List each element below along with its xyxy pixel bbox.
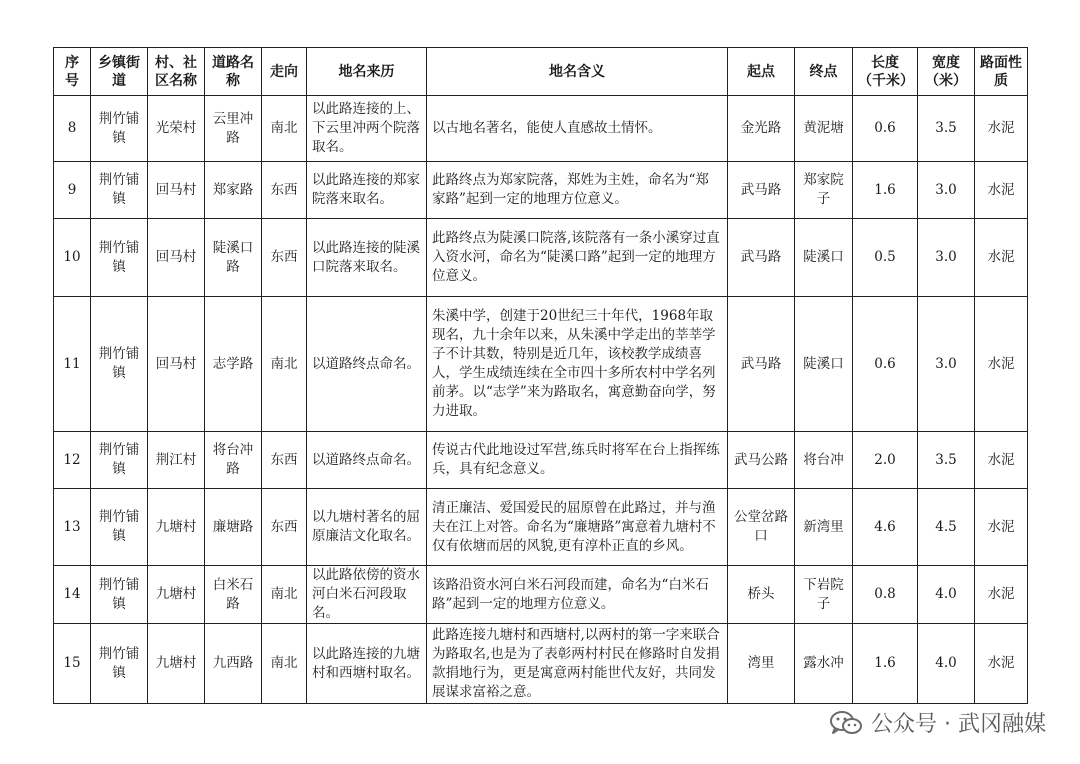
cell-end: 陡溪口 bbox=[795, 297, 853, 432]
cell-serial: 11 bbox=[54, 297, 91, 432]
cell-serial: 9 bbox=[54, 162, 91, 219]
header-serial: 序号 bbox=[54, 48, 91, 96]
cell-serial: 8 bbox=[54, 96, 91, 162]
cell-serial: 13 bbox=[54, 489, 91, 566]
cell-end: 黄泥塘 bbox=[795, 96, 853, 162]
cell-start: 桥头 bbox=[728, 566, 795, 624]
cell-meaning: 此路终点为郑家院落，郑姓为主姓，命名为“郑家路”起到一定的地理方位意义。 bbox=[427, 162, 728, 219]
cell-direction: 南北 bbox=[262, 297, 307, 432]
header-length: 长度（千米） bbox=[853, 48, 918, 96]
cell-road-name: 郑家路 bbox=[205, 162, 262, 219]
header-origin: 地名来历 bbox=[307, 48, 427, 96]
cell-village: 荆江村 bbox=[148, 432, 205, 489]
cell-length: 4.6 bbox=[853, 489, 918, 566]
cell-surface: 水泥 bbox=[975, 96, 1028, 162]
cell-end: 新湾里 bbox=[795, 489, 853, 566]
cell-width: 3.0 bbox=[918, 297, 975, 432]
cell-serial: 10 bbox=[54, 219, 91, 297]
header-end: 终点 bbox=[795, 48, 853, 96]
cell-length: 0.5 bbox=[853, 219, 918, 297]
cell-road-name: 九西路 bbox=[205, 624, 262, 704]
cell-start: 武马路 bbox=[728, 297, 795, 432]
cell-width: 3.5 bbox=[918, 432, 975, 489]
cell-origin: 以道路终点命名。 bbox=[307, 297, 427, 432]
cell-surface: 水泥 bbox=[975, 489, 1028, 566]
watermark-text: 公众号 · 武冈融媒 bbox=[871, 712, 1046, 737]
road-names-table bbox=[53, 47, 1028, 704]
table-row bbox=[54, 566, 1028, 624]
cell-length: 0.6 bbox=[853, 297, 918, 432]
table-row bbox=[54, 162, 1028, 219]
cell-road-name: 白米石路 bbox=[205, 566, 262, 624]
cell-surface: 水泥 bbox=[975, 566, 1028, 624]
cell-surface: 水泥 bbox=[975, 162, 1028, 219]
table-row bbox=[54, 489, 1028, 566]
cell-origin: 以此路连接的上、下云里冲两个院落取名。 bbox=[307, 96, 427, 162]
cell-direction: 南北 bbox=[262, 566, 307, 624]
header-town: 乡镇街道 bbox=[91, 48, 148, 96]
cell-end: 陡溪口 bbox=[795, 219, 853, 297]
cell-origin: 以此路依傍的资水河白米石河段取名。 bbox=[307, 566, 427, 624]
cell-town: 荆竹铺镇 bbox=[91, 96, 148, 162]
cell-surface: 水泥 bbox=[975, 624, 1028, 704]
cell-start: 武马路 bbox=[728, 162, 795, 219]
cell-width: 4.0 bbox=[918, 624, 975, 704]
cell-width: 3.0 bbox=[918, 219, 975, 297]
cell-start: 金光路 bbox=[728, 96, 795, 162]
cell-start: 武马公路 bbox=[728, 432, 795, 489]
cell-serial: 14 bbox=[54, 566, 91, 624]
cell-road-name: 陡溪口路 bbox=[205, 219, 262, 297]
cell-meaning: 以古地名著名，能使人直感故土情怀。 bbox=[427, 96, 728, 162]
cell-road-name: 将台冲路 bbox=[205, 432, 262, 489]
cell-village: 回马村 bbox=[148, 219, 205, 297]
cell-width: 4.0 bbox=[918, 566, 975, 624]
cell-length: 2.0 bbox=[853, 432, 918, 489]
cell-origin: 以九塘村著名的屈原廉洁文化取名。 bbox=[307, 489, 427, 566]
cell-direction: 南北 bbox=[262, 624, 307, 704]
cell-town: 荆竹铺镇 bbox=[91, 432, 148, 489]
cell-length: 0.8 bbox=[853, 566, 918, 624]
table-row bbox=[54, 96, 1028, 162]
table-row bbox=[54, 219, 1028, 297]
header-direction: 走向 bbox=[262, 48, 307, 96]
cell-village: 九塘村 bbox=[148, 566, 205, 624]
cell-origin: 以道路终点命名。 bbox=[307, 432, 427, 489]
cell-road-name: 廉塘路 bbox=[205, 489, 262, 566]
wechat-icon bbox=[829, 709, 863, 737]
cell-village: 九塘村 bbox=[148, 489, 205, 566]
cell-direction: 东西 bbox=[262, 162, 307, 219]
header-surface: 路面性质 bbox=[975, 48, 1028, 96]
cell-meaning: 清正廉洁、爱国爱民的屈原曾在此路过，并与渔夫在江上对答。命名为“廉塘路”寓意着九塘村不仅有依塘而居的风貌,更有淳朴正直的乡风。 bbox=[427, 489, 728, 566]
cell-surface: 水泥 bbox=[975, 297, 1028, 432]
table-row bbox=[54, 624, 1028, 704]
header-width: 宽度（米） bbox=[918, 48, 975, 96]
cell-town: 荆竹铺镇 bbox=[91, 219, 148, 297]
header-road-name: 道路名称 bbox=[205, 48, 262, 96]
cell-origin: 以此路连接的陡溪口院落来取名。 bbox=[307, 219, 427, 297]
cell-village: 九塘村 bbox=[148, 624, 205, 704]
cell-direction: 东西 bbox=[262, 489, 307, 566]
cell-width: 3.5 bbox=[918, 96, 975, 162]
cell-origin: 以此路连接的九塘村和西塘村取名。 bbox=[307, 624, 427, 704]
header-meaning: 地名含义 bbox=[427, 48, 728, 96]
cell-meaning: 该路沿资水河白米石河段而建，命名为“白米石路”起到一定的地理方位意义。 bbox=[427, 566, 728, 624]
cell-serial: 12 bbox=[54, 432, 91, 489]
cell-direction: 南北 bbox=[262, 96, 307, 162]
cell-town: 荆竹铺镇 bbox=[91, 566, 148, 624]
cell-village: 回马村 bbox=[148, 162, 205, 219]
cell-end: 将台冲 bbox=[795, 432, 853, 489]
table-row bbox=[54, 297, 1028, 432]
cell-direction: 东西 bbox=[262, 219, 307, 297]
cell-width: 3.0 bbox=[918, 162, 975, 219]
cell-end: 郑家院子 bbox=[795, 162, 853, 219]
cell-town: 荆竹铺镇 bbox=[91, 624, 148, 704]
cell-start: 武马路 bbox=[728, 219, 795, 297]
header-start: 起点 bbox=[728, 48, 795, 96]
cell-width: 4.5 bbox=[918, 489, 975, 566]
cell-end: 下岩院子 bbox=[795, 566, 853, 624]
cell-road-name: 志学路 bbox=[205, 297, 262, 432]
header-row bbox=[54, 48, 1028, 96]
cell-length: 1.6 bbox=[853, 624, 918, 704]
cell-surface: 水泥 bbox=[975, 219, 1028, 297]
cell-length: 1.6 bbox=[853, 162, 918, 219]
cell-start: 公堂岔路口 bbox=[728, 489, 795, 566]
cell-meaning: 朱溪中学，创建于20世纪三十年代，1968年取现名，九十余年以来，从朱溪中学走出的莘莘学子不计其数，特别是近几年，该校教学成绩喜人，学生成绩连续在全市四十多所农村中学名列前茅。以“志学”来为路取名，寓意勤奋向学，努力进取。 bbox=[427, 297, 728, 432]
cell-town: 荆竹铺镇 bbox=[91, 489, 148, 566]
cell-town: 荆竹铺镇 bbox=[91, 162, 148, 219]
cell-meaning: 传说古代此地设过军营,练兵时将军在台上指挥练兵，具有纪念意义。 bbox=[427, 432, 728, 489]
cell-length: 0.6 bbox=[853, 96, 918, 162]
cell-meaning: 此路连接九塘村和西塘村,以两村的第一字来联合为路取名,也是为了表彰两村村民在修路时自发捐款捐地行为，更是寓意两村能世代友好，共同发展谋求富裕之意。 bbox=[427, 624, 728, 704]
cell-road-name: 云里冲路 bbox=[205, 96, 262, 162]
header-village: 村、社区名称 bbox=[148, 48, 205, 96]
watermark bbox=[829, 707, 1046, 738]
cell-meaning: 此路终点为陡溪口院落,该院落有一条小溪穿过直入资水河，命名为“陡溪口路”起到一定的地理方位意义。 bbox=[427, 219, 728, 297]
cell-surface: 水泥 bbox=[975, 432, 1028, 489]
cell-town: 荆竹铺镇 bbox=[91, 297, 148, 432]
cell-end: 露水冲 bbox=[795, 624, 853, 704]
cell-village: 光荣村 bbox=[148, 96, 205, 162]
cell-direction: 东西 bbox=[262, 432, 307, 489]
table-row bbox=[54, 432, 1028, 489]
cell-serial: 15 bbox=[54, 624, 91, 704]
cell-start: 湾里 bbox=[728, 624, 795, 704]
cell-origin: 以此路连接的郑家院落来取名。 bbox=[307, 162, 427, 219]
cell-village: 回马村 bbox=[148, 297, 205, 432]
